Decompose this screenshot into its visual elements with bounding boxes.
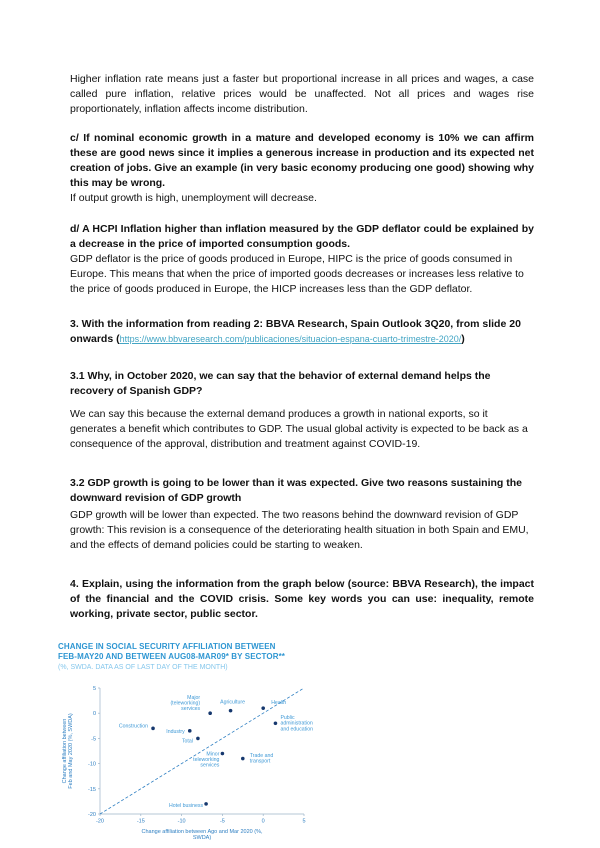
question-3-1: 3.1 Why, in October 2020, we can say that the behavior of external demand helps the recovery of Spanish GDP? xyxy=(70,370,491,397)
svg-text:-5: -5 xyxy=(219,818,225,825)
question-3-prefix: 3. With the information from reading 2: BBVA Research, Spain Outlook 3Q20, from slide 20 onwards ( xyxy=(70,318,521,345)
svg-text:Minorteleworkingservices: Minor teleworking services xyxy=(193,751,220,769)
svg-text:Total: Total xyxy=(181,738,193,745)
bbva-affiliation-chart xyxy=(58,642,328,848)
svg-text:Major(teleworking)services: Major (teleworking) services xyxy=(170,695,201,713)
svg-text:5: 5 xyxy=(92,686,96,692)
scatter-plot xyxy=(58,676,328,848)
answer-3-1: We can say this because the external demand produces a growth in national exports, so it generates a benefit which contributes to GDP. The usual global activity is expected to be back as a consequence of the approval, distribution and treatment against COVID-19. xyxy=(70,408,528,450)
paragraph-inflation-intro: Higher inflation rate means just a faster but proportional increase in all prices and wages, a case called pure inflation, relative prices would be unaffected. Not all prices and wages rise proportionately, inflation affects income distribution. xyxy=(70,73,534,115)
answer-d: GDP deflator is the price of goods produced in Europe, HIPC is the price of goods consumed in Europe. This means that when the price of imported goods decreases or increases less relative to the price of goods produced in Europe, the HICP increases less than the GDP deflator. xyxy=(70,253,524,295)
question-4: 4. Explain, using the information from the graph below (source: BBVA Research), the impact of the financial and the COVID crisis. Some key words you can use: inequality, remote working, private sector, public sector. xyxy=(70,578,534,620)
svg-text:Industry: Industry xyxy=(166,728,185,735)
svg-text:-20: -20 xyxy=(88,812,96,818)
svg-text:0: 0 xyxy=(261,818,265,825)
svg-text:Hotel business: Hotel business xyxy=(169,802,204,809)
svg-text:0: 0 xyxy=(92,711,96,718)
question-3 xyxy=(70,317,534,347)
chart-title: CHANGE IN SOCIAL SECURITY AFFILIATION BETWEEN FEB-MAY20 AND BETWEEN AUG08-MAR09* BY SECTOR** xyxy=(58,642,286,661)
svg-text:Trade andtransport: Trade and transport xyxy=(249,752,274,765)
svg-text:Health: Health xyxy=(271,700,287,707)
svg-text:-20: -20 xyxy=(96,818,104,825)
svg-text:5: 5 xyxy=(302,818,306,825)
question-3-2: 3.2 GDP growth is going to be lower than it was expected. Give two reasons sustaining the downward revision of GDP growth xyxy=(70,477,522,504)
svg-text:Change affiliation between Ago: Change affiliation between Ago and Mar 2020 (%, SWDA) xyxy=(141,829,263,841)
svg-text:-5: -5 xyxy=(91,736,96,743)
question-c: c/ If nominal economic growth in a mature and developed economy is 10% we can affirm these are good news since it implies a generous increase in production and its expected net creation of jobs. Give an example (in very basic economy producing one good) showing why this may be wrong. xyxy=(70,132,534,189)
question-3-suffix: ) xyxy=(461,333,465,345)
svg-text:-10: -10 xyxy=(177,818,186,825)
svg-text:Change affiliation betweenFeb: Change affiliation betweenFeb and May 2020 (%, SWDA) xyxy=(62,713,74,789)
answer-3-2: GDP growth will be lower than expected. The two reasons behind the downward revision of GDP growth: This revision is a consequence of the deteriorating health situation in both Spain and EMU, and the effects of demand policies could be starting to weaken. xyxy=(70,509,529,551)
svg-text:-10: -10 xyxy=(88,761,96,768)
question-d: d/ A HCPI Inflation higher than inflation measured by the GDP deflator could be explained by a decrease in the price of imported consumption goods. xyxy=(70,223,534,250)
svg-text:-15: -15 xyxy=(136,818,145,825)
bbva-research-link[interactable]: https://www.bbvaresearch.com/publicaciones/situacion-espana-cuarto-trimestre-2020/ xyxy=(119,334,462,344)
svg-text:-15: -15 xyxy=(88,786,96,793)
scatter-chart-svg xyxy=(58,676,320,844)
chart-subtitle: (%, SWDA. DATA AS OF LAST DAY OF THE MONTH) xyxy=(58,664,228,671)
answer-c: If output growth is high, unemployment will decrease. xyxy=(70,192,317,204)
svg-text:Agriculture: Agriculture xyxy=(220,699,245,706)
svg-text:Construction: Construction xyxy=(118,723,149,730)
svg-text:Publicadministrationand educat: Public administration and education xyxy=(280,715,314,733)
